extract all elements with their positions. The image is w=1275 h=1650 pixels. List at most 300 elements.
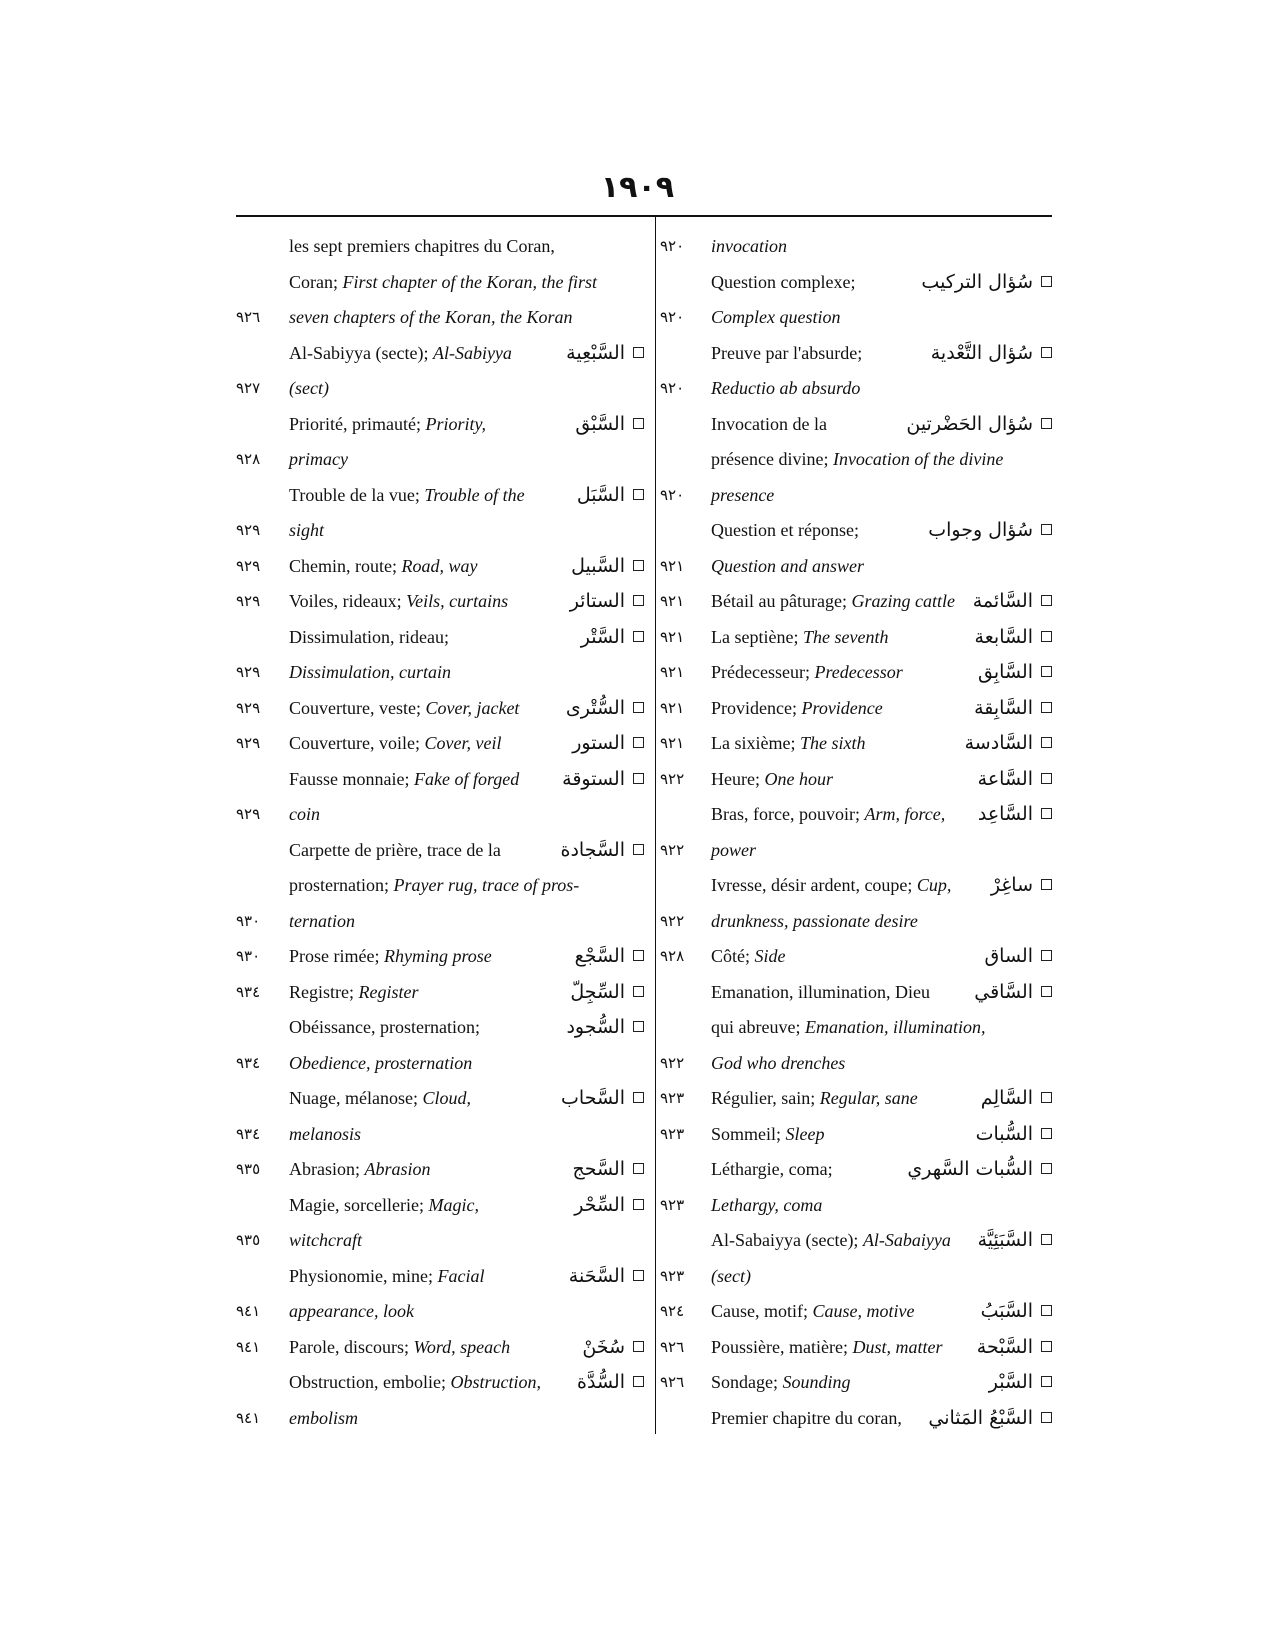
arabic-term: سُؤال وجواب [928, 519, 1033, 541]
english-definition: Side [754, 946, 786, 966]
entry-line [660, 904, 1060, 940]
arabic-headword [984, 939, 1052, 975]
english-definition: witchcraft [289, 1230, 362, 1250]
arabic-term: السَّابِقة [974, 696, 1033, 719]
english-definition: One hour [764, 768, 833, 789]
french-definition: Registre; [289, 981, 359, 1002]
english-definition: Sounding [782, 1372, 851, 1392]
reference-number: ٩٢١ [660, 556, 685, 575]
definition-text [711, 1401, 902, 1437]
reference-number: ٩٢٩ [236, 734, 261, 752]
definition-text [289, 1365, 541, 1401]
arabic-term: السَّبَئِيَّة [977, 1229, 1033, 1251]
english-definition: Invocation of the divine [832, 449, 1004, 469]
definition-text [289, 407, 486, 443]
english-definition: Cup, [916, 875, 952, 895]
english-definition: Cause, motive [812, 1301, 915, 1321]
french-definition: Preuve par l'absurde; [711, 342, 863, 363]
definition-text [289, 868, 579, 904]
english-definition: Grazing cattle [851, 591, 955, 611]
arabic-headword [572, 1152, 644, 1188]
french-definition: Providence; [711, 697, 802, 718]
definition-text [711, 549, 864, 585]
french-definition: Al-Sabaiyya (secte); [711, 1230, 863, 1250]
french-definition: Sondage; [711, 1372, 783, 1392]
reference-number: ٩٣٤ [236, 982, 261, 1001]
french-definition: prosternation; [289, 875, 394, 895]
entry-line [660, 265, 1060, 301]
arabic-headword [570, 584, 644, 620]
english-definition: melanosis [289, 1123, 361, 1144]
reference-number: ٩٢٩ [236, 663, 261, 681]
reference-number: ٩٢٠ [660, 485, 685, 504]
entry-line [236, 1223, 652, 1259]
definition-text [289, 1010, 480, 1046]
page-number: ١٩٠٩ [600, 170, 675, 205]
entry-line [236, 549, 652, 585]
definition-text [711, 655, 903, 691]
arabic-headword [974, 975, 1052, 1011]
definition-text [289, 1259, 485, 1295]
entry-bullet-icon [633, 631, 644, 642]
english-definition: appearance, look [289, 1301, 414, 1321]
arabic-headword [571, 549, 644, 585]
definition-text [289, 726, 501, 762]
definition-text [289, 620, 449, 656]
french-definition: Priorité, primauté; [289, 413, 426, 434]
entry-line [660, 726, 1060, 762]
definition-text [289, 513, 324, 549]
entry-bullet-icon [1041, 1163, 1052, 1174]
arabic-term: سُؤال الحَضْرتين [906, 412, 1033, 435]
definition-text [711, 1081, 918, 1117]
definition-text [289, 1294, 414, 1330]
definition-text [711, 620, 888, 656]
english-definition: Sleep [785, 1123, 825, 1144]
arabic-headword [973, 584, 1052, 620]
reference-number: ٩٢٩ [236, 592, 261, 610]
arabic-term: السَّبْحة [976, 1335, 1033, 1358]
entry-line [660, 620, 1060, 656]
french-definition: La sixième; [711, 733, 800, 753]
entry-line [236, 620, 652, 656]
french-definition: Emanation, illumination, Dieu [711, 981, 930, 1002]
arabic-term: السَّبْعُ المَثاني [928, 1406, 1033, 1429]
reference-number: ٩٢٧ [236, 379, 261, 397]
arabic-headword [566, 691, 644, 727]
definition-text [289, 1081, 471, 1117]
entry-bullet-icon [633, 1199, 644, 1210]
definition-text [711, 229, 787, 265]
english-definition: Road, way [401, 555, 478, 576]
left-column [236, 229, 652, 1436]
reference-number: ٩٢٢ [660, 769, 685, 788]
english-definition: Regular, sane [819, 1088, 918, 1108]
entry-bullet-icon [1041, 808, 1052, 819]
english-definition: embolism [289, 1407, 358, 1428]
entry-line [236, 1294, 652, 1330]
definition-text [711, 1330, 942, 1366]
reference-number: ٩٤١ [236, 1408, 261, 1427]
arabic-headword [977, 1330, 1052, 1366]
definition-text [711, 1259, 751, 1295]
entry-line [236, 1152, 652, 1188]
definition-text [289, 371, 329, 407]
french-definition: Invocation de la [711, 413, 827, 434]
entry-bullet-icon [633, 773, 644, 784]
reference-number: ٩٢٩ [236, 556, 261, 575]
entry-line [660, 1188, 1060, 1224]
entry-bullet-icon [1041, 1305, 1052, 1316]
english-definition: Fake of forged [413, 768, 520, 789]
arabic-headword [991, 868, 1052, 904]
definition-text [711, 1223, 951, 1259]
french-definition: Dissimulation, rideau; [289, 626, 449, 647]
english-definition: presence [711, 484, 775, 505]
entry-line [660, 584, 1060, 620]
arabic-term: السَّادسة [964, 732, 1033, 754]
entry-line [660, 442, 1060, 478]
definition-text [289, 1046, 472, 1082]
arabic-term: السُّبات [975, 1122, 1033, 1145]
english-definition: Cover, jacket [425, 697, 520, 718]
reference-number: ٩٢٣ [660, 1124, 685, 1143]
arabic-headword [577, 1365, 644, 1401]
english-definition: Abrasion [364, 1159, 431, 1179]
entry-bullet-icon [633, 595, 644, 606]
english-definition: Arm, force, [864, 804, 946, 824]
english-definition: First chapter of the Koran, the first [342, 271, 597, 292]
definition-text [711, 904, 918, 940]
arabic-headword [575, 939, 644, 975]
reference-number: ٩٢٠ [660, 379, 685, 397]
reference-number: ٩٣٠ [236, 911, 261, 930]
entry-line [236, 975, 652, 1011]
entry-line [660, 691, 1060, 727]
entry-line [236, 833, 652, 869]
entry-line [660, 797, 1060, 833]
reference-number: ٩٢٣ [660, 1195, 685, 1214]
reference-number: ٩٢٢ [660, 911, 685, 930]
english-definition: Question and answer [711, 555, 864, 576]
french-definition: Magie, sorcellerie; [289, 1194, 429, 1215]
entry-line [236, 691, 652, 727]
entry-line [236, 265, 652, 301]
french-definition: Question complexe; [711, 271, 856, 292]
french-definition: Chemin, route; [289, 555, 402, 576]
entry-bullet-icon [633, 1163, 644, 1174]
entry-line [660, 407, 1060, 443]
arabic-term: السَّاعِد [977, 803, 1033, 825]
arabic-term: السَّجادة [560, 838, 625, 861]
entry-line [236, 300, 652, 336]
english-definition: seven chapters of the Koran, the Koran [289, 307, 573, 327]
reference-number: ٩٢٤ [660, 1302, 685, 1320]
arabic-headword [561, 833, 645, 869]
entry-bullet-icon [633, 1021, 644, 1032]
arabic-term: السَّائمة [972, 590, 1033, 612]
definition-text [289, 797, 320, 833]
reference-number: ٩٢٠ [660, 237, 685, 255]
header-rule [236, 215, 1052, 217]
english-definition: Reductio ab absurdo [711, 378, 861, 398]
entry-line [660, 1365, 1060, 1401]
entry-line [236, 229, 652, 265]
french-definition: présence divine; [711, 449, 833, 469]
french-definition: Fausse monnaie; [289, 768, 414, 789]
entry-line [660, 1401, 1060, 1437]
entry-line [236, 1010, 652, 1046]
french-definition: Bras, force, pouvoir; [711, 804, 865, 824]
definition-text [711, 1365, 851, 1401]
definition-text [289, 939, 492, 975]
arabic-term: السَّحاب [561, 1087, 625, 1109]
entry-line [236, 939, 652, 975]
arabic-term: السَّبْعِية [566, 341, 625, 364]
right-column [660, 229, 1060, 1436]
arabic-headword [928, 1401, 1052, 1437]
entry-line [660, 975, 1060, 1011]
entry-bullet-icon [633, 1270, 644, 1281]
arabic-headword [981, 1294, 1052, 1330]
entry-line [236, 371, 652, 407]
french-definition: Heure; [711, 768, 765, 789]
english-definition: (sect) [711, 1265, 751, 1286]
french-definition: Couverture, veste; [289, 697, 426, 718]
entry-line [660, 1330, 1060, 1366]
definition-text [289, 478, 525, 514]
reference-number: ٩٢٩ [236, 698, 261, 717]
definition-text [289, 1401, 358, 1437]
entry-bullet-icon [1041, 773, 1052, 784]
entry-line [660, 513, 1060, 549]
definition-text [289, 691, 519, 727]
english-definition: Predecessor [814, 662, 903, 682]
english-definition: Emanation, illumination, [804, 1017, 986, 1037]
french-definition: Obstruction, embolie; [289, 1372, 451, 1392]
english-definition: Complex question [711, 307, 841, 327]
french-definition: Premier chapitre du coran, [711, 1407, 902, 1428]
french-definition: Obéissance, prosternation; [289, 1017, 480, 1037]
english-definition: (sect) [289, 378, 329, 398]
arabic-headword [931, 336, 1052, 372]
english-definition: Priority, [425, 413, 486, 434]
entry-line [660, 1046, 1060, 1082]
arabic-term: الساق [984, 945, 1033, 967]
definition-text [711, 1117, 825, 1153]
entry-line [236, 1365, 652, 1401]
arabic-term: الستائر [569, 590, 625, 612]
entry-line [236, 336, 652, 372]
arabic-headword [965, 726, 1052, 762]
reference-number: ٩٢١ [660, 592, 685, 610]
french-definition: Sommeil; [711, 1123, 786, 1144]
definition-text [711, 584, 955, 620]
arabic-term: السَّبَل [576, 483, 625, 506]
english-definition: Al-Sabiyya [432, 342, 512, 363]
entry-bullet-icon [633, 844, 644, 855]
arabic-headword [566, 336, 644, 372]
french-definition: Coran; [289, 271, 343, 292]
entry-bullet-icon [633, 950, 644, 961]
english-definition: ternation [289, 910, 355, 931]
reference-number: ٩٢٢ [660, 840, 685, 859]
entry-line [660, 1117, 1060, 1153]
entry-line [236, 1401, 652, 1437]
arabic-term: السَّبْر [988, 1371, 1033, 1393]
arabic-term: السَّابعة [974, 625, 1033, 648]
french-definition: Parole, discours; [289, 1336, 414, 1357]
arabic-term: الستور [572, 732, 625, 754]
french-definition: Régulier, sain; [711, 1088, 820, 1108]
entry-line [236, 1330, 652, 1366]
definition-text [711, 833, 756, 869]
english-definition: Facial [437, 1265, 485, 1286]
entry-bullet-icon [1041, 276, 1052, 287]
reference-number: ٩٣٥ [236, 1231, 261, 1249]
entry-line [660, 549, 1060, 585]
english-definition: Providence [801, 697, 883, 718]
entry-bullet-icon [1041, 986, 1052, 997]
arabic-term: السَّابِق [978, 661, 1033, 683]
arabic-term: السَّبْق [575, 412, 625, 435]
definition-text [711, 975, 930, 1011]
reference-number: ٩٢٦ [660, 1337, 685, 1356]
english-definition: Cloud, [422, 1088, 471, 1108]
arabic-headword [974, 691, 1052, 727]
french-definition: les sept premiers chapitres du Coran, [289, 236, 555, 256]
arabic-headword [581, 620, 644, 656]
french-definition: Ivresse, désir ardent, coupe; [711, 875, 917, 895]
english-definition: coin [289, 804, 320, 824]
entry-line [660, 478, 1060, 514]
entry-line [660, 868, 1060, 904]
french-definition: Couverture, voile; [289, 733, 425, 753]
definition-text [289, 300, 572, 336]
definition-text [289, 655, 451, 691]
english-definition: Dissimulation, curtain [289, 662, 452, 682]
english-definition: The sixth [799, 733, 866, 753]
definition-text [711, 939, 786, 975]
arabic-headword [975, 620, 1052, 656]
entry-bullet-icon [1041, 1092, 1052, 1103]
arabic-term: السُّتْرى [565, 696, 625, 719]
reference-number: ٩٢٦ [236, 308, 261, 326]
english-definition: Word, speach [413, 1336, 511, 1357]
entry-line [236, 407, 652, 443]
entry-line [660, 833, 1060, 869]
entry-line [236, 797, 652, 833]
arabic-headword [921, 265, 1052, 301]
entry-line [660, 655, 1060, 691]
definition-text [289, 265, 597, 301]
definition-text [711, 265, 855, 301]
entry-line [660, 939, 1060, 975]
entry-bullet-icon [1041, 418, 1052, 429]
entry-bullet-icon [1041, 1234, 1052, 1245]
english-definition: Magic, [428, 1194, 479, 1215]
english-definition: Cover, veil [424, 733, 502, 753]
arabic-term: السَّاعة [977, 767, 1033, 790]
column-divider [655, 216, 656, 1434]
entry-line [660, 229, 1060, 265]
reference-number: ٩٢٢ [660, 1053, 685, 1072]
entry-bullet-icon [633, 1341, 644, 1352]
reference-number: ٩٣٤ [236, 1124, 261, 1143]
french-definition: Carpette de prière, trace de la [289, 839, 501, 860]
entry-line [660, 336, 1060, 372]
entry-line [660, 1223, 1060, 1259]
arabic-headword [561, 1081, 644, 1117]
entry-bullet-icon [1041, 737, 1052, 748]
definition-text [711, 797, 945, 833]
entry-line [236, 1117, 652, 1153]
entry-bullet-icon [633, 418, 644, 429]
reference-number: ٩٢٨ [236, 450, 261, 468]
definition-text [289, 1117, 361, 1153]
entry-line [236, 762, 652, 798]
english-definition: primacy [289, 449, 348, 469]
arabic-headword [569, 1259, 644, 1295]
french-definition: Abrasion; [289, 1159, 365, 1179]
definition-text [711, 1294, 914, 1330]
entry-line [236, 655, 652, 691]
french-definition: Cause, motif; [711, 1301, 813, 1321]
entry-bullet-icon [1041, 595, 1052, 606]
definition-text [289, 833, 501, 869]
entry-bullet-icon [633, 737, 644, 748]
entry-line [660, 1294, 1060, 1330]
entry-bullet-icon [1041, 347, 1052, 358]
french-definition: Bétail au pâturage; [711, 591, 852, 611]
arabic-term: الستوقة [562, 767, 625, 790]
definition-text [711, 1188, 822, 1224]
arabic-headword [981, 1081, 1052, 1117]
reference-number: ٩٢١ [660, 663, 685, 681]
english-definition: drunkness, passionate desire [711, 910, 918, 931]
entry-bullet-icon [633, 986, 644, 997]
entry-line [660, 371, 1060, 407]
definition-text [711, 513, 859, 549]
entry-bullet-icon [1041, 950, 1052, 961]
entry-line [660, 1152, 1060, 1188]
french-definition: Côté; [711, 946, 755, 966]
entry-bullet-icon [633, 347, 644, 358]
definition-text [711, 407, 827, 443]
entry-bullet-icon [633, 1092, 644, 1103]
arabic-headword [577, 478, 644, 514]
entry-bullet-icon [1041, 1412, 1052, 1423]
reference-number: ٩٢١ [660, 627, 685, 646]
french-definition: Voiles, rideaux; [289, 591, 407, 611]
french-definition: Question et réponse; [711, 520, 859, 540]
french-definition: Physionomie, mine; [289, 1265, 438, 1286]
french-definition: La septiène; [711, 626, 803, 647]
reference-number: ٩٢١ [660, 698, 685, 717]
arabic-headword [582, 1330, 644, 1366]
arabic-headword [574, 1188, 644, 1224]
definition-text [711, 1010, 985, 1046]
definition-text [711, 442, 1003, 478]
definition-text [711, 1046, 845, 1082]
definition-text [289, 229, 555, 265]
reference-number: ٩٢٩ [236, 805, 261, 823]
arabic-headword [928, 513, 1052, 549]
entry-line [236, 868, 652, 904]
french-definition: qui abreuve; [711, 1017, 805, 1037]
entry-bullet-icon [1041, 524, 1052, 535]
reference-number: ٩٤١ [236, 1337, 261, 1356]
